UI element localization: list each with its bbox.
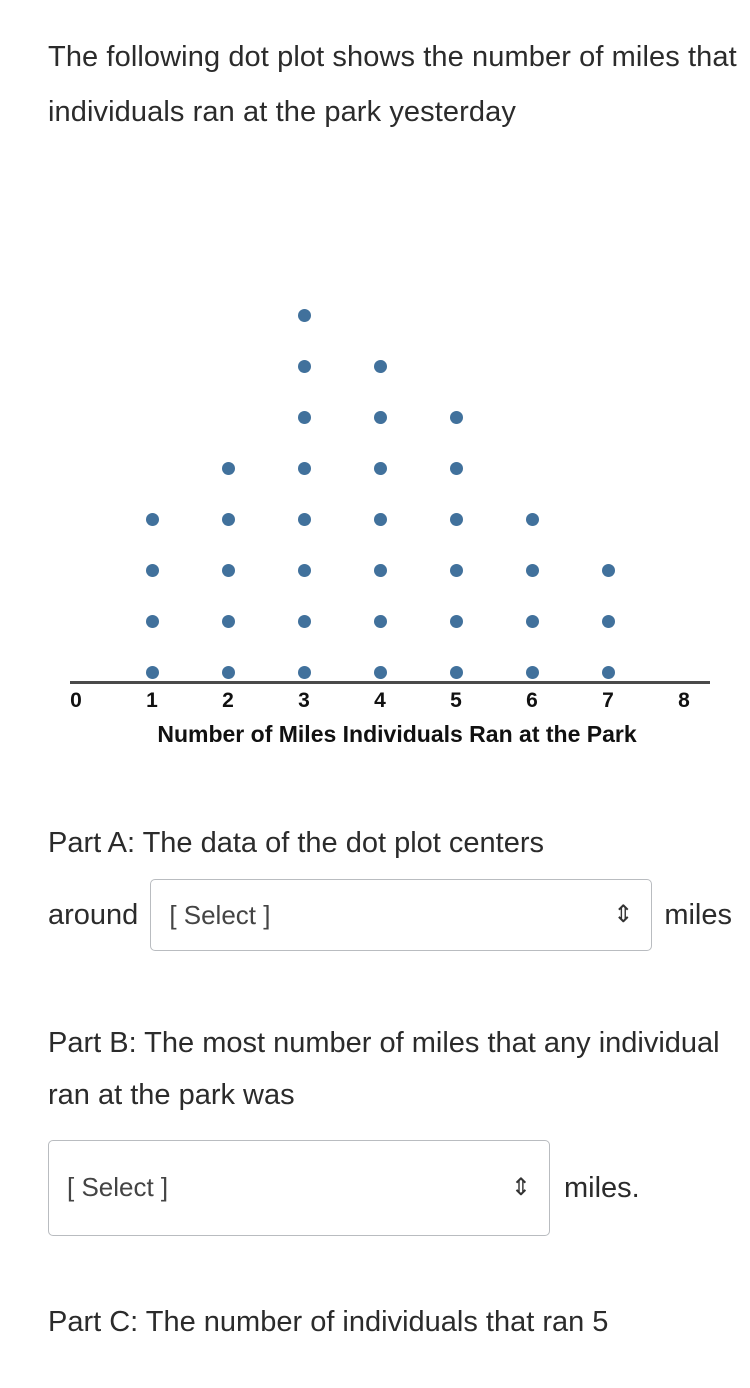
data-dot [374, 462, 387, 475]
data-dot [298, 360, 311, 373]
part-a [0, 817, 750, 951]
part-b-units-label: miles. [564, 1171, 640, 1204]
data-dot [602, 564, 615, 577]
x-tick-label: 4 [374, 689, 386, 713]
x-axis-ticks [0, 689, 750, 719]
data-dot [526, 564, 539, 577]
data-dot [298, 615, 311, 628]
x-tick-label: 2 [222, 689, 234, 713]
chevron-updown-icon: ⇕ [510, 1173, 531, 1201]
data-dot [222, 615, 235, 628]
data-dot [526, 666, 539, 679]
data-dot [222, 666, 235, 679]
data-dot [526, 615, 539, 628]
part-b [0, 1017, 750, 1235]
data-dot [374, 615, 387, 628]
data-dot [298, 666, 311, 679]
part-b-row [48, 1140, 740, 1236]
data-dot [374, 666, 387, 679]
data-dot [526, 513, 539, 526]
data-dot [374, 360, 387, 373]
data-dot [450, 564, 463, 577]
data-dot [146, 513, 159, 526]
dot-column [436, 373, 476, 679]
x-tick-label: 1 [146, 689, 158, 713]
dot-column [588, 526, 628, 679]
x-axis-title: Number of Miles Individuals Ran at the Park [157, 721, 637, 748]
data-dot [450, 666, 463, 679]
x-tick-label: 8 [678, 689, 690, 713]
data-dot [146, 615, 159, 628]
data-dot [222, 564, 235, 577]
data-dot [298, 462, 311, 475]
part-a-row [48, 879, 740, 951]
data-dot [374, 513, 387, 526]
dot-column [284, 271, 324, 679]
part-a-text: Part A: The data of the dot plot centers [48, 827, 545, 860]
data-dot [146, 666, 159, 679]
part-a-select-value: [ Select ] [169, 899, 271, 930]
data-dot [450, 411, 463, 424]
data-dot [222, 513, 235, 526]
x-tick-label: 6 [526, 689, 538, 713]
dot-column [208, 424, 248, 679]
part-b-text: Part B: The most number of miles that any individual ran at the park was [48, 1027, 720, 1112]
data-dot [298, 309, 311, 322]
question-prompt: The following dot plot shows the number of miles that individuals ran at the park yesterday [48, 41, 737, 128]
x-axis-line [70, 681, 710, 684]
data-dot [374, 564, 387, 577]
dot-plot [0, 199, 750, 759]
data-dot [298, 564, 311, 577]
part-c [0, 1296, 750, 1348]
part-b-select[interactable] [48, 1140, 550, 1236]
x-tick-label: 0 [70, 689, 82, 713]
part-a-units-label: miles [664, 899, 732, 932]
x-tick-label: 5 [450, 689, 462, 713]
part-a-around-label: around [48, 899, 139, 932]
part-a-select[interactable] [150, 879, 652, 951]
data-dot [450, 513, 463, 526]
data-dot [450, 462, 463, 475]
x-tick-label: 7 [602, 689, 614, 713]
part-b-select-value: [ Select ] [67, 1172, 169, 1203]
data-dot [298, 513, 311, 526]
data-dot [602, 666, 615, 679]
data-dot [222, 462, 235, 475]
chevron-updown-icon: ⇕ [613, 901, 634, 929]
data-dot [450, 615, 463, 628]
data-dot [602, 615, 615, 628]
dot-column [360, 322, 400, 679]
x-tick-label: 3 [298, 689, 310, 713]
dot-plot-columns [0, 199, 750, 679]
part-c-text: Part C: The number of individuals that ran 5 [48, 1305, 609, 1338]
dot-column [132, 475, 172, 679]
dot-column [512, 475, 552, 679]
data-dot [146, 564, 159, 577]
data-dot [298, 411, 311, 424]
data-dot [374, 411, 387, 424]
